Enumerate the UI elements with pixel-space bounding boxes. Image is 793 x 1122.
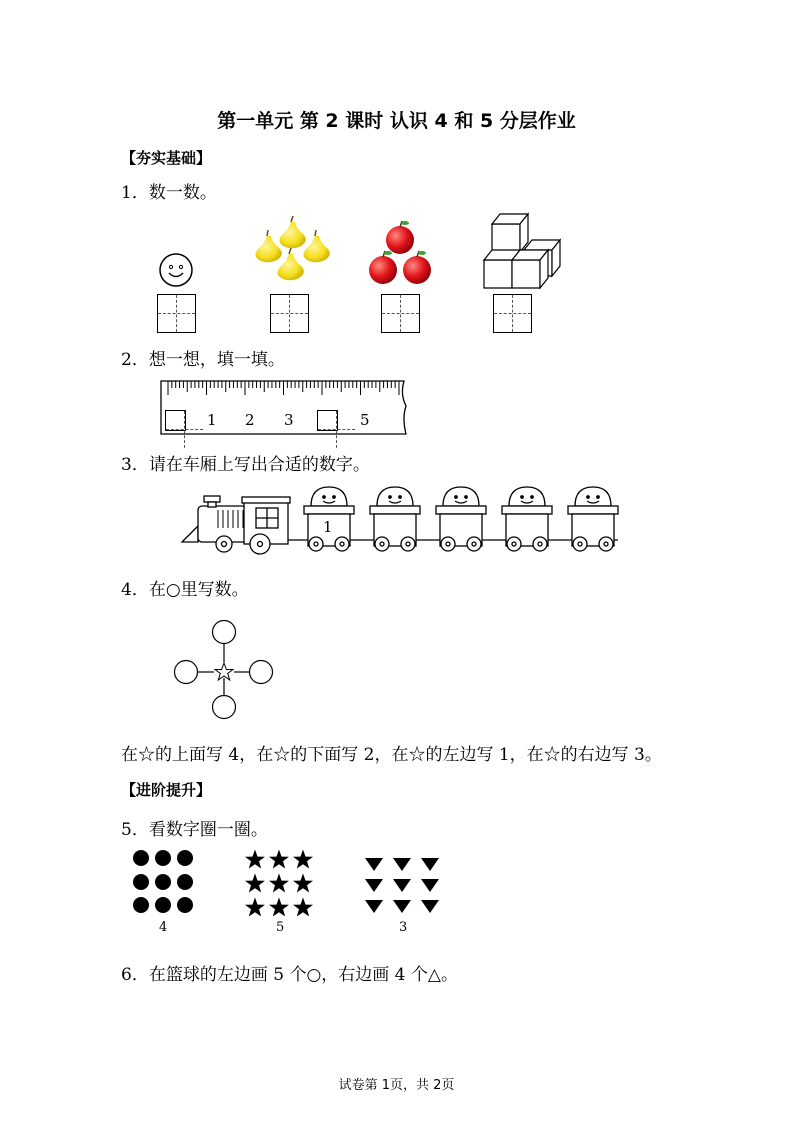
question-5: 5．看数字圈一圈。 — [121, 820, 268, 840]
apples-group — [366, 220, 434, 288]
train — [178, 484, 628, 556]
circle-bottom[interactable] — [211, 694, 237, 720]
ruler-label-1: 1 — [207, 411, 217, 429]
question-1: 1．数一数。 — [121, 183, 217, 203]
stars-grid — [243, 850, 315, 916]
train-car-4[interactable] — [502, 487, 552, 551]
circle-top[interactable] — [211, 619, 237, 645]
ruler-label-5: 5 — [360, 411, 370, 429]
dots-grid — [130, 849, 196, 915]
answer-box-apples[interactable] — [381, 294, 420, 333]
page-title: 第一单元 第 2 课时 认识 4 和 5 分层作业 — [217, 110, 576, 132]
question-4: 4．在○里写数。 — [121, 580, 249, 600]
smiley-face — [158, 252, 194, 288]
train-car-2[interactable] — [370, 487, 420, 551]
question-6: 6．在篮球的左边画 5 个○，右边画 4 个△。 — [121, 965, 458, 985]
ruler-blank-box-0[interactable] — [165, 410, 186, 431]
section-basic: 【夯实基础】 — [121, 149, 212, 167]
triangles-grid — [363, 855, 443, 915]
circle-left[interactable] — [173, 659, 199, 685]
answer-box-cubes[interactable] — [493, 294, 532, 333]
train-car-1-number: 1 — [323, 518, 333, 536]
stars-label: 5 — [276, 920, 285, 935]
cubes-group — [480, 210, 562, 290]
pears-group — [250, 214, 332, 286]
question-3: 3．请在车厢上写出合适的数字。 — [121, 455, 370, 475]
page-footer: 试卷第 1页，共 2页 — [338, 1078, 455, 1093]
ruler-label-3: 3 — [284, 411, 294, 429]
train-car-5[interactable] — [568, 487, 618, 551]
question-4-instruction: 在☆的上面写 4，在☆的下面写 2，在☆的左边写 1，在☆的右边写 3。 — [121, 745, 662, 765]
section-advanced: 【进阶提升】 — [121, 781, 212, 799]
answer-box-pears[interactable] — [270, 294, 309, 333]
train-car-3[interactable] — [436, 487, 486, 551]
ruler-label-2: 2 — [245, 411, 255, 429]
dots-label: 4 — [159, 920, 168, 935]
answer-box-smiley[interactable] — [157, 294, 196, 333]
triangles-label: 3 — [399, 920, 408, 935]
ruler-blank-box-4[interactable] — [317, 410, 338, 431]
circle-right[interactable] — [248, 659, 274, 685]
question-2: 2．想一想，填一填。 — [121, 350, 285, 370]
